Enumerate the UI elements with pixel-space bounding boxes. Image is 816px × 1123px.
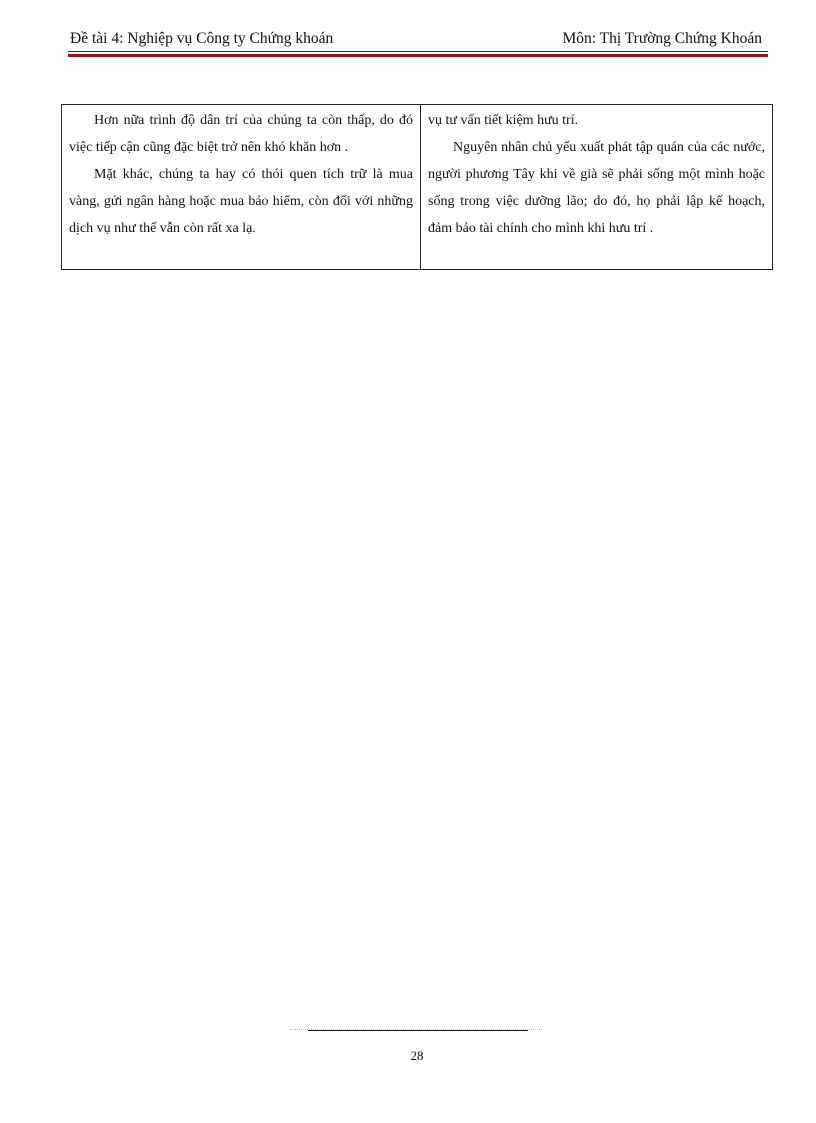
right-paragraph-1: vụ tư vấn tiết kiệm hưu trí. xyxy=(428,113,579,128)
table-cell-left xyxy=(62,105,421,269)
left-paragraph-1: Hơn nữa trình độ dân trí của chúng ta còn thấp, do đó việc tiếp cận cũng đặc biệt trở nên khó khăn hơn . xyxy=(69,113,413,155)
page-header xyxy=(70,28,768,50)
table-cell-right xyxy=(421,105,772,269)
right-paragraph-2: Nguyên nhân chủ yếu xuất phát tập quán của các nước, người phương Tây khi về già sẽ phải sống một mình hoặc sống trong việc dưỡng lão; do đó, họ phải lập kế hoạch, đảm bảo tài chính cho mình khi hưu trí . xyxy=(428,140,765,236)
header-rule-thin xyxy=(68,51,768,52)
header-rule-thick xyxy=(68,54,768,57)
left-paragraph-2: Mặt khác, chúng ta hay có thói quen tích trữ là mua vàng, gửi ngân hàng hoặc mua bảo hiểm, còn đối với những dịch vụ như thế vẫn còn rất xa lạ. xyxy=(69,167,413,236)
comparison-table xyxy=(61,104,773,270)
footer-rule xyxy=(308,1030,528,1031)
page-number: 28 xyxy=(410,1048,424,1063)
header-topic-title: Đề tài 4: Nghiệp vụ Công ty Chứng khoán xyxy=(70,30,334,47)
header-subject-title: Môn: Thị Trường Chứng Khoán xyxy=(562,30,762,47)
